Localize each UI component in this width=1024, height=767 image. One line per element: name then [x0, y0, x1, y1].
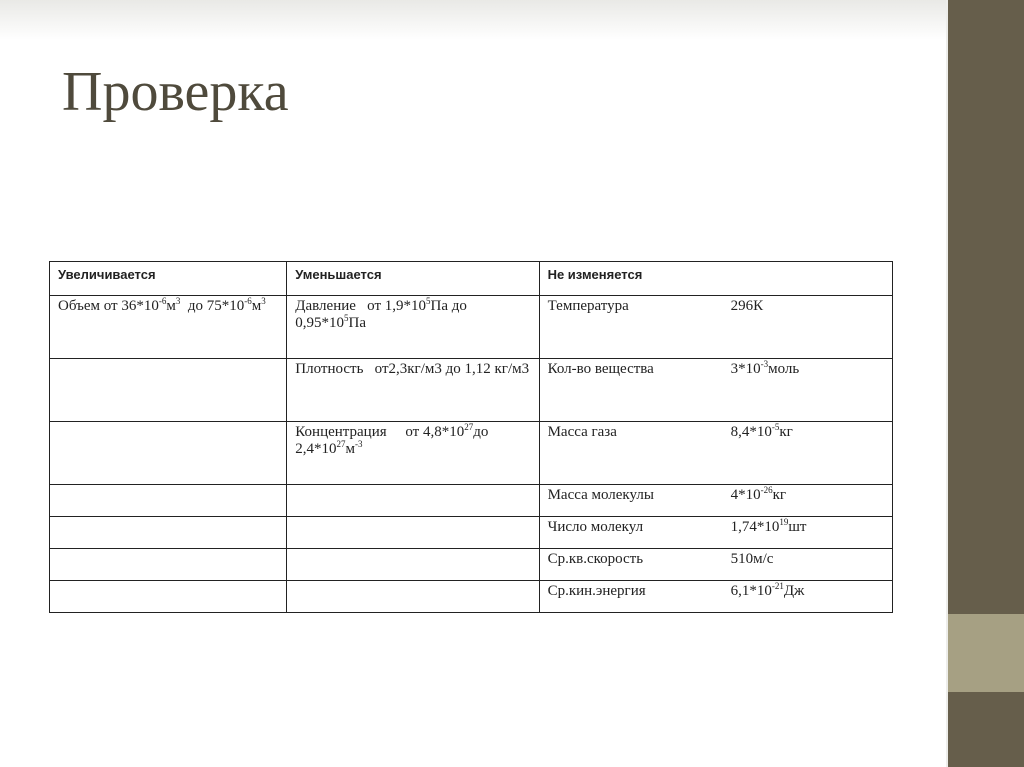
quantity-value: $4*10^{-26}кг$ [730, 485, 787, 503]
increases-cell [50, 485, 287, 517]
table-header-row [50, 262, 893, 296]
table-row [50, 359, 893, 422]
table-row [50, 485, 893, 517]
slide-title: Проверка [62, 61, 289, 123]
increases-cell [50, 359, 287, 422]
quantity-name: Масса молекулы [547, 487, 654, 503]
increases-cell [50, 517, 287, 549]
increases-cell: Объем от $36*10^{-6}м^3$ до $75*10^{-6}м^3$ [50, 296, 287, 359]
quantity-value: $6,1*10^{-21}Дж$ [730, 581, 805, 599]
slide-top-shade [0, 0, 946, 40]
decreases-cell [287, 549, 539, 581]
decreases-cell [287, 485, 539, 517]
quantity-value: 296К [730, 298, 764, 314]
quantity-name: Кол-во вещества [547, 361, 654, 377]
quantity-value: 510м/с [730, 551, 774, 567]
quantity-name: Температура [547, 298, 629, 314]
decreases-cell [287, 517, 539, 549]
quantity-name: Ср.кин.энергия [547, 583, 646, 599]
header-increases: Увеличивается [50, 262, 287, 296]
unchanged-cell [539, 581, 892, 613]
decreases-cell: Концентрация от $4,8*10^{27}до$ $2,4*10^{27}м^{-3}$ [287, 422, 539, 485]
decreases-cell: Плотность от2,3кг/м3 до 1,12 кг/м3 [287, 359, 539, 422]
decreases-cell [287, 581, 539, 613]
table-row [50, 296, 893, 359]
side-bar-accent [948, 614, 1024, 692]
unchanged-cell [539, 485, 892, 517]
decreases-cell: Давление от $1,9*10^5Па$ до $0,95*10^5Па$ [287, 296, 539, 359]
unchanged-cell [539, 517, 892, 549]
results-table [49, 261, 893, 613]
quantity-value: $1,74*10^{19}шт$ [730, 517, 807, 535]
header-unchanged: Не изменяется [539, 262, 892, 296]
table-row [50, 422, 893, 485]
increases-cell [50, 422, 287, 485]
quantity-name: Число молекул [547, 519, 644, 535]
unchanged-cell [539, 359, 892, 422]
increases-cell [50, 581, 287, 613]
increases-cell [50, 549, 287, 581]
unchanged-cell [539, 296, 892, 359]
quantity-name: Ср.кв.скорость [547, 551, 644, 567]
quantity-value: $3*10^{-3}моль$ [730, 359, 800, 377]
header-decreases: Уменьшается [287, 262, 539, 296]
unchanged-cell [539, 549, 892, 581]
table-row [50, 581, 893, 613]
table-row [50, 517, 893, 549]
table-row [50, 549, 893, 581]
unchanged-cell [539, 422, 892, 485]
quantity-value: $8,4*10^{-5}кг$ [730, 422, 793, 440]
quantity-name: Масса газа [547, 424, 617, 440]
